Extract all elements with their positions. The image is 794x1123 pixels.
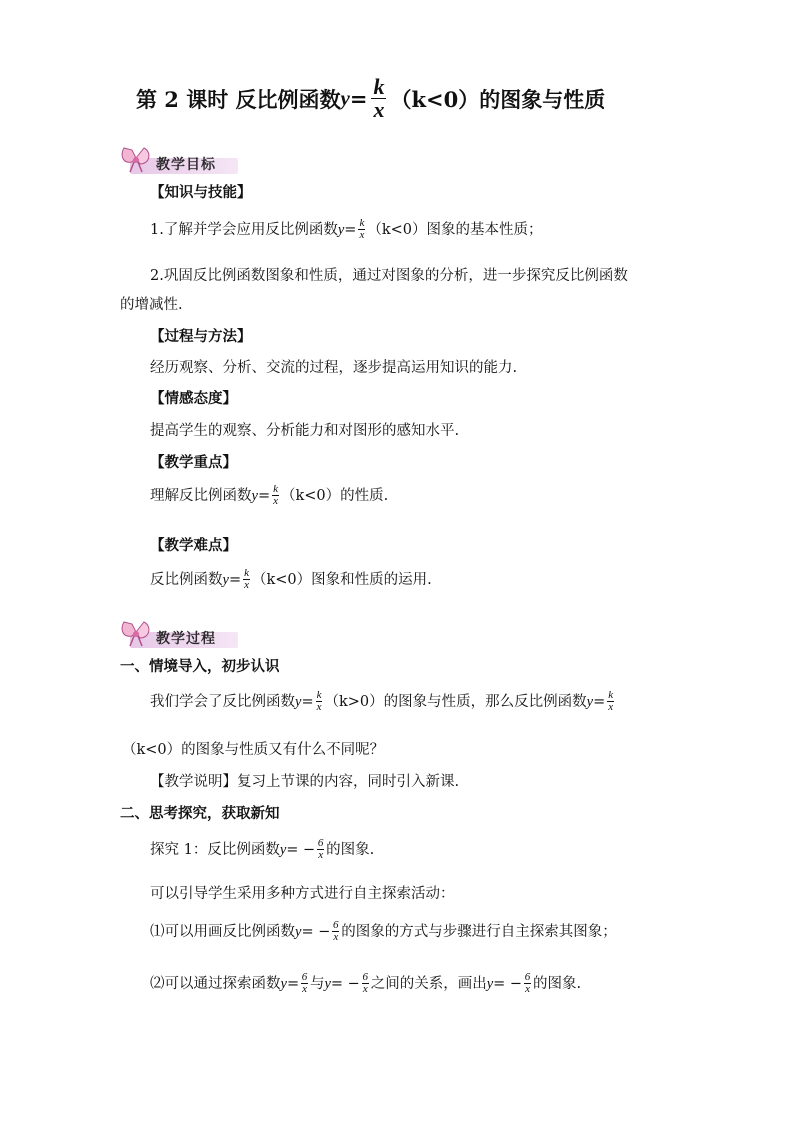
guide-text: 可以引导学生采用多种方式进行自主探索活动： xyxy=(150,886,455,902)
difficulty-prefix: 反比例函数 xyxy=(150,571,223,588)
difficulty-suffix: （k<0）图象和性质的运用. xyxy=(251,571,432,588)
method1-prefix: ⑴可以用画反比例函数 xyxy=(150,923,295,940)
focus-heading: 【教学重点】 xyxy=(150,454,237,471)
page-title xyxy=(136,76,605,121)
method-2 xyxy=(150,972,581,995)
method1-fraction xyxy=(332,920,339,943)
focus-text xyxy=(150,484,388,507)
explore1-numerator: 6 xyxy=(317,837,324,849)
title-lhs: y xyxy=(340,86,350,110)
method-1 xyxy=(150,920,617,943)
part2-heading: 二、思考探究，获取新知 xyxy=(120,805,280,822)
title-eq: = xyxy=(349,86,368,111)
k1-suffix: （k<0）图象的基本性质； xyxy=(367,221,543,238)
explore1-lhs: y xyxy=(279,841,287,858)
badge-label: 教学目标 xyxy=(156,157,216,173)
method1-eq: = − xyxy=(301,923,331,940)
knowledge-item-2-line-2: 的增减性. xyxy=(120,297,183,313)
intro-numerator-2: k xyxy=(608,689,614,701)
process-text: 经历观察、分析、交流的过程，逐步提高运用知识的能力. xyxy=(150,360,518,376)
method1-denominator: x xyxy=(333,931,339,943)
section-badge-objectives xyxy=(118,144,238,174)
difficulty-numerator: k xyxy=(244,567,249,579)
difficulty-denominator: x xyxy=(244,579,249,591)
title-prefix: 第 2 课时 反比例函数 xyxy=(136,86,341,112)
method2-mid-1: 与 xyxy=(309,975,325,992)
focus-numerator: k xyxy=(273,483,278,495)
intro-denominator-1: x xyxy=(316,701,322,713)
title-suffix: （k<0）的图象与性质 xyxy=(390,86,606,112)
intro-mid: （k>0）的图象与性质，那么反比例函数 xyxy=(324,693,587,710)
process-heading: 【过程与方法】 xyxy=(150,328,252,345)
emotion-text: 提高学生的观察、分析能力和对图形的感知水平. xyxy=(150,423,460,439)
method1-suffix: 的图象的方式与步骤进行自主探索其图象； xyxy=(341,923,617,940)
emotion-heading: 【情感态度】 xyxy=(150,390,237,407)
method2-numerator-1: 6 xyxy=(301,971,308,983)
explore1-prefix: 探究 1：反比例函数 xyxy=(150,841,280,858)
intro-numerator-1: k xyxy=(316,689,322,701)
difficulty-heading: 【教学难点】 xyxy=(150,537,237,554)
k1-numerator: k xyxy=(359,217,365,229)
section-badge-process xyxy=(118,618,238,648)
knowledge-item-1 xyxy=(150,218,543,241)
title-numerator: k xyxy=(373,74,385,99)
difficulty-fraction xyxy=(243,568,250,591)
method2-fraction-3 xyxy=(524,972,531,995)
method2-prefix: ⑵可以通过探索函数 xyxy=(150,975,281,992)
method2-numerator-3: 6 xyxy=(524,971,531,983)
difficulty-lhs: y xyxy=(222,571,229,588)
k1-eq: = xyxy=(344,221,357,238)
intro-line-1 xyxy=(150,690,616,713)
bow-icon xyxy=(118,618,154,648)
method2-eq-2: = − xyxy=(330,975,360,992)
teaching-note: 【教学说明】复习上节课的内容，同时引入新课. xyxy=(150,774,460,790)
k1-denominator: x xyxy=(359,229,365,241)
title-fraction xyxy=(371,76,386,121)
focus-fraction xyxy=(272,484,279,507)
method2-fraction-2 xyxy=(362,972,369,995)
bow-icon xyxy=(118,144,154,174)
method2-eq-1: = xyxy=(286,975,300,992)
method2-suffix: 的图象. xyxy=(532,975,582,992)
method2-eq-3: = − xyxy=(493,975,523,992)
focus-eq: = xyxy=(257,487,271,504)
explore1-fraction xyxy=(317,838,324,861)
method2-denominator-3: x xyxy=(525,983,530,995)
method2-lhs-3: y xyxy=(486,975,494,992)
intro-eq-2: = xyxy=(593,693,606,710)
focus-denominator: x xyxy=(273,495,278,507)
knowledge-item-2-line-1: 2.巩固反比例函数图象和性质，通过对图象的分析，进一步探究反比例函数 xyxy=(150,268,628,284)
explore-1 xyxy=(150,838,374,861)
intro-line-2: （k<0）的图象与性质又有什么不同呢？ xyxy=(122,742,385,758)
difficulty-text xyxy=(150,568,432,591)
intro-fraction-1 xyxy=(316,690,323,713)
intro-prefix: 我们学会了反比例函数 xyxy=(150,693,295,710)
intro-denominator-2: x xyxy=(608,701,614,713)
explore1-eq: = − xyxy=(286,841,316,858)
method2-denominator-2: x xyxy=(362,983,368,995)
part1-heading: 一、情境导入，初步认识 xyxy=(120,658,280,675)
focus-prefix: 理解反比例函数 xyxy=(150,487,252,504)
intro-lhs: y xyxy=(295,693,302,710)
method1-numerator: 6 xyxy=(333,919,339,931)
knowledge-heading: 【知识与技能】 xyxy=(150,184,252,201)
focus-lhs: y xyxy=(251,487,258,504)
method1-lhs: y xyxy=(295,923,302,940)
badge-label: 教学过程 xyxy=(156,631,216,647)
method2-lhs-2: y xyxy=(324,975,331,992)
method2-mid-2: 之间的关系，画出 xyxy=(370,975,487,992)
method2-numerator-2: 6 xyxy=(362,971,369,983)
explore1-denominator: x xyxy=(318,849,324,861)
method2-fraction-1 xyxy=(301,972,308,995)
intro-fraction-2 xyxy=(607,690,614,713)
k1-lhs: y xyxy=(337,221,345,238)
method2-denominator-1: x xyxy=(302,983,307,995)
intro-lhs-2: y xyxy=(586,693,594,710)
method2-lhs-1: y xyxy=(280,975,287,992)
k1-fraction xyxy=(358,218,365,241)
focus-suffix: （k<0）的性质. xyxy=(280,487,389,504)
explore1-suffix: 的图象. xyxy=(326,841,375,858)
k1-prefix: 1.了解并学会应用反比例函数 xyxy=(150,221,338,238)
title-denominator: x xyxy=(373,97,385,122)
difficulty-eq: = xyxy=(228,571,242,588)
intro-eq: = xyxy=(301,693,314,710)
